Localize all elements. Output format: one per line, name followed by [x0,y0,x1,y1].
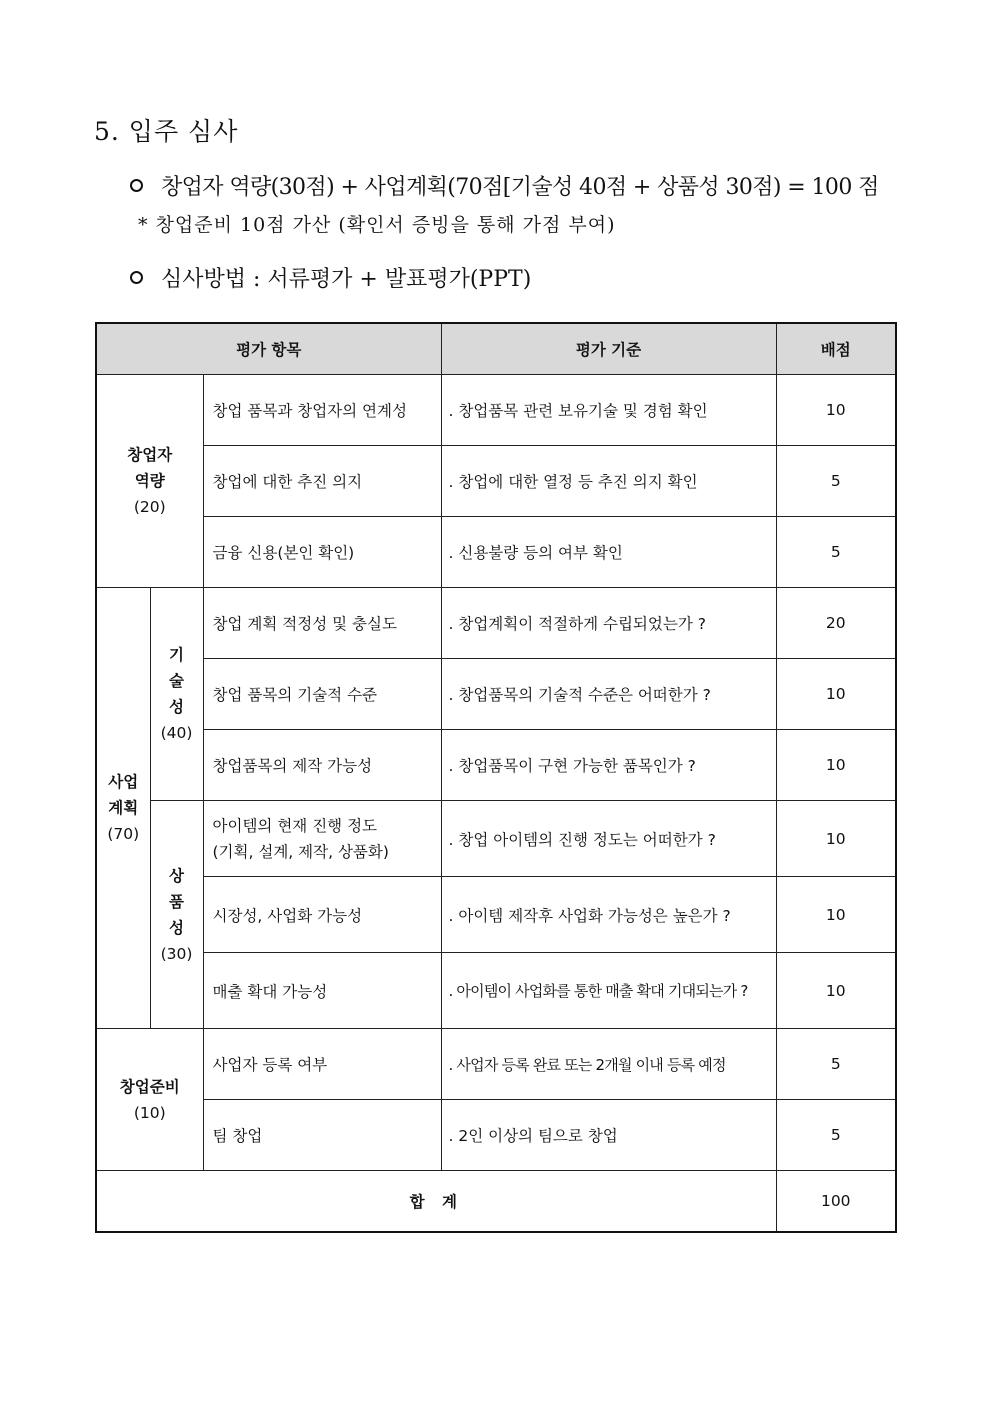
scoring-text: 창업자 역량(30점) + 사업계획(70점[기술성 40점 + 상품성 30점) = 100 점 [161,175,879,200]
method-text: 심사방법 : 서류평가 + 발표평가(PPT) [161,267,532,292]
item-cell: 금융 신용(본인 확인) [203,517,441,588]
score-cell: 5 [776,517,896,588]
item-cell: 아이템의 현재 진행 정도 (기획, 설계, 제작, 상품화) [203,801,441,877]
bonus-note: * 창업준비 10점 가산 (확인서 증빙을 통해 가점 부여) [138,214,616,236]
table-row [96,953,896,1029]
item-cell: 창업 계획 적정성 및 충실도 [203,588,441,659]
criteria-cell: . 아이템 제작후 사업화 가능성은 높은가 ? [441,877,776,953]
criteria-cell: . 창업에 대한 열정 등 추진 의지 확인 [441,446,776,517]
table-row [96,588,896,659]
header-score: 배점 [776,323,896,375]
item-cell: 창업에 대한 추진 의지 [203,446,441,517]
table-row [96,517,896,588]
table-row [96,375,896,446]
item-cell: 창업 품목과 창업자의 연계성 [203,375,441,446]
criteria-cell: . 2인 이상의 팀으로 창업 [441,1100,776,1171]
criteria-cell: . 아이템이 사업화를 통한 매출 확대 기대되는가 ? [441,953,776,1029]
table-row [96,730,896,801]
criteria-cell: . 사업자 등록 완료 또는 2개월 이내 등록 예정 [441,1029,776,1100]
score-cell: 10 [776,801,896,877]
scoring-bullet [130,170,879,201]
group-plan: 사업 계획 (70) [96,588,150,1029]
score-cell: 5 [776,1100,896,1171]
item-cell: 사업자 등록 여부 [203,1029,441,1100]
criteria-cell: . 신용불량 등의 여부 확인 [441,517,776,588]
score-cell: 20 [776,588,896,659]
table-row [96,1029,896,1100]
score-cell: 5 [776,1029,896,1100]
header-criteria: 평가 기준 [441,323,776,375]
table-header-row [96,323,896,375]
criteria-cell: . 창업품목이 구현 가능한 품목인가 ? [441,730,776,801]
score-cell: 10 [776,375,896,446]
item-cell: 창업 품목의 기술적 수준 [203,659,441,730]
evaluation-table [95,322,897,1233]
table-row [96,1100,896,1171]
table-row [96,446,896,517]
section-heading: 5. 입주 심사 [94,117,239,146]
table-row [96,659,896,730]
criteria-cell: . 창업 아이템의 진행 정도는 어떠한가 ? [441,801,776,877]
criteria-cell: . 창업계획이 적절하게 수립되었는가 ? [441,588,776,659]
total-row [96,1171,896,1232]
group-tech: 기 술 성 (40) [150,588,203,801]
item-cell: 창업품목의 제작 가능성 [203,730,441,801]
score-cell: 10 [776,730,896,801]
item-cell: 시장성, 사업화 가능성 [203,877,441,953]
total-label: 합 계 [96,1171,776,1232]
score-cell: 5 [776,446,896,517]
total-score: 100 [776,1171,896,1232]
circle-bullet-icon [130,271,143,284]
criteria-cell: . 창업품목의 기술적 수준은 어떠한가 ? [441,659,776,730]
table-row [96,877,896,953]
score-cell: 10 [776,953,896,1029]
group-prep: 창업준비 (10) [96,1029,203,1171]
circle-bullet-icon [130,179,143,192]
score-cell: 10 [776,659,896,730]
header-item: 평가 항목 [96,323,441,375]
criteria-cell: . 창업품목 관련 보유기술 및 경험 확인 [441,375,776,446]
score-cell: 10 [776,877,896,953]
item-cell: 매출 확대 가능성 [203,953,441,1029]
group-founder: 창업자 역량 (20) [96,375,203,588]
table-row [96,801,896,877]
group-product: 상 품 성 (30) [150,801,203,1029]
method-bullet [130,262,531,293]
item-cell: 팀 창업 [203,1100,441,1171]
